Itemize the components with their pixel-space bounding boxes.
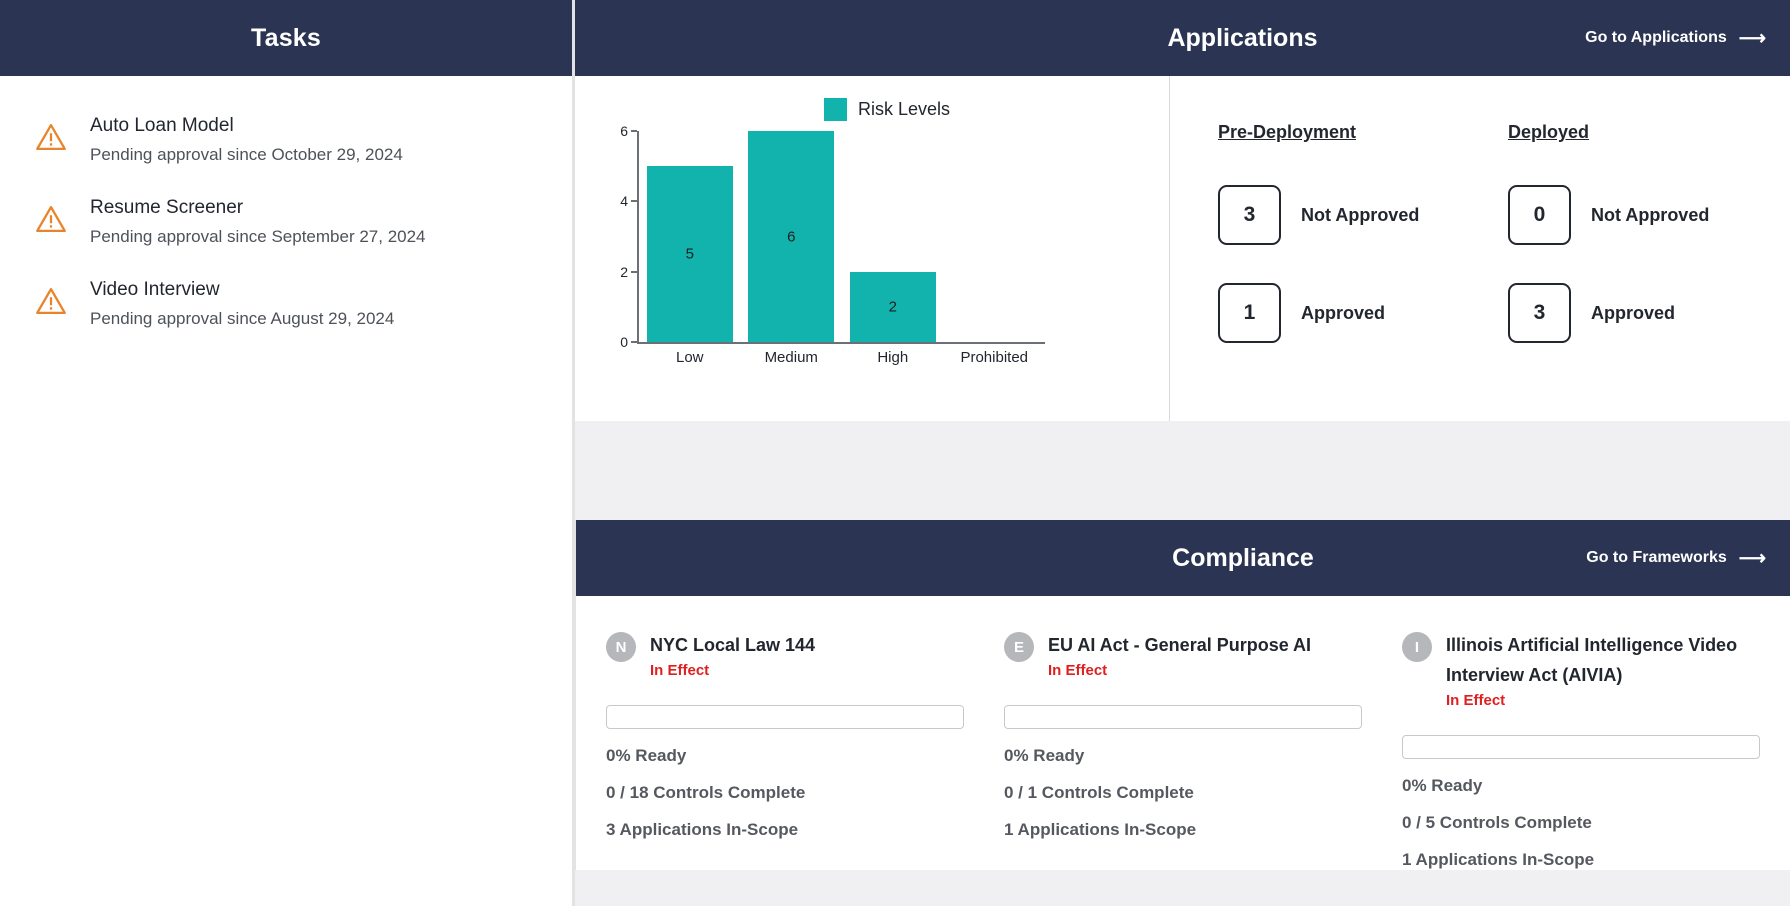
bar-slot-prohibited <box>944 131 1046 342</box>
x-tick-label: Medium <box>764 349 818 366</box>
status-badge: In Effect <box>1446 692 1506 709</box>
go-to-frameworks-label: Go to Frameworks <box>1586 549 1727 566</box>
task-subtitle: Pending approval since October 29, 2024 <box>90 145 403 164</box>
compliance-header <box>576 520 1790 596</box>
count-value: 1 <box>1218 283 1281 343</box>
count-value: 3 <box>1218 185 1281 245</box>
warning-icon <box>36 286 66 316</box>
deployed-not-approved[interactable] <box>1508 185 1790 245</box>
task-subtitle: Pending approval since September 27, 2024 <box>90 227 426 246</box>
x-tick-label: Prohibited <box>960 349 1029 366</box>
warning-icon <box>36 204 66 234</box>
list-item[interactable] <box>0 112 572 194</box>
chart-x-labels <box>639 349 1045 366</box>
applications-body <box>575 76 1790 421</box>
avatar: I <box>1402 632 1432 662</box>
task-title: Video Interview <box>90 279 220 300</box>
ready-percent: 0% Ready <box>606 746 687 765</box>
deployed-approved[interactable] <box>1508 283 1790 343</box>
task-title: Auto Loan Model <box>90 115 234 136</box>
compliance-panel <box>575 520 1790 870</box>
tasks-panel <box>0 0 575 906</box>
framework-name: Illinois Artificial Intelligence Video Interview Act (AIVIA) <box>1446 635 1738 685</box>
framework-name: EU AI Act - General Purpose AI <box>1048 635 1312 655</box>
counts-row-approved <box>1218 283 1790 343</box>
bar-medium[interactable] <box>748 131 834 342</box>
task-text <box>90 194 426 250</box>
count-value: 3 <box>1508 283 1571 343</box>
pre-deployment-not-approved[interactable] <box>1218 185 1508 245</box>
framework-name: NYC Local Law 144 <box>650 635 816 655</box>
framework-card[interactable] <box>1004 630 1362 870</box>
count-label: Not Approved <box>1591 204 1710 225</box>
legend-swatch <box>824 98 847 121</box>
task-text <box>90 276 394 332</box>
arrow-right-icon: ⟶ <box>1738 27 1766 49</box>
column-header-deployed: Deployed <box>1508 122 1590 142</box>
bar-slot-high <box>842 131 944 342</box>
progress-bar <box>606 705 964 729</box>
count-label: Approved <box>1301 302 1386 323</box>
task-subtitle: Pending approval since August 29, 2024 <box>90 309 395 328</box>
bar-slot-medium <box>741 131 843 342</box>
ready-percent: 0% Ready <box>1004 746 1085 765</box>
bar-slot-low <box>639 131 741 342</box>
compliance-title: Compliance <box>1172 543 1314 572</box>
list-item[interactable] <box>0 276 572 358</box>
frameworks-list <box>576 596 1790 870</box>
go-to-frameworks-link[interactable] <box>1586 520 1766 596</box>
progress-bar <box>1402 735 1760 759</box>
task-title: Resume Screener <box>90 197 244 218</box>
bar-high[interactable] <box>850 272 936 342</box>
controls-complete: 0 / 18 Controls Complete <box>606 783 806 802</box>
bar-value: 2 <box>888 298 897 316</box>
controls-complete: 0 / 1 Controls Complete <box>1004 783 1194 802</box>
applications-panel <box>575 0 1790 421</box>
framework-header <box>606 630 964 679</box>
applications-title: Applications <box>1167 23 1318 52</box>
framework-card[interactable] <box>606 630 964 870</box>
tasks-title: Tasks <box>250 23 322 52</box>
avatar: E <box>1004 632 1034 662</box>
framework-card[interactable] <box>1402 630 1760 870</box>
right-column <box>575 0 1790 906</box>
y-tick-label: 0 <box>620 334 628 350</box>
column-header-pre-deployment: Pre-Deployment <box>1218 122 1357 142</box>
pre-deployment-approved[interactable] <box>1218 283 1508 343</box>
y-tick-label: 6 <box>620 123 628 139</box>
legend-label: Risk Levels <box>857 99 951 119</box>
controls-complete: 0 / 5 Controls Complete <box>1402 813 1592 832</box>
warning-icon <box>36 122 66 152</box>
count-label: Not Approved <box>1301 204 1420 225</box>
bar-value: 5 <box>685 245 694 263</box>
x-tick-label: Low <box>675 349 704 366</box>
y-tick-label: 2 <box>620 263 628 280</box>
chart-bars <box>639 131 1045 342</box>
avatar: N <box>606 632 636 662</box>
chart-legend <box>605 98 1169 121</box>
bar-low[interactable] <box>647 166 733 342</box>
risk-levels-chart <box>575 76 1170 421</box>
applications-in-scope: 1 Applications In-Scope <box>1004 820 1197 839</box>
framework-header <box>1004 630 1362 679</box>
go-to-applications-link[interactable] <box>1585 0 1766 76</box>
applications-in-scope: 1 Applications In-Scope <box>1402 850 1595 869</box>
arrow-right-icon: ⟶ <box>1738 547 1766 569</box>
bar-value: 6 <box>787 228 796 245</box>
count-value: 0 <box>1508 185 1571 245</box>
status-badge: In Effect <box>650 662 710 679</box>
framework-header <box>1402 630 1760 709</box>
y-tick-label: 4 <box>620 193 628 210</box>
progress-bar <box>1004 705 1362 729</box>
status-badge: In Effect <box>1048 662 1108 679</box>
task-text <box>90 112 403 168</box>
tasks-header <box>0 0 572 76</box>
go-to-applications-label: Go to Applications <box>1585 29 1727 46</box>
application-counts <box>1170 76 1790 421</box>
tasks-list <box>0 76 572 358</box>
applications-in-scope: 3 Applications In-Scope <box>606 820 799 839</box>
ready-percent: 0% Ready <box>1402 776 1483 795</box>
list-item[interactable] <box>0 194 572 276</box>
x-tick-label: High <box>877 349 909 366</box>
count-label: Approved <box>1591 302 1676 323</box>
x-axis <box>637 342 1045 344</box>
counts-row-not-approved <box>1218 185 1790 245</box>
chart-plot-area <box>620 123 1107 381</box>
applications-header <box>575 0 1790 76</box>
counts-header-row <box>1218 122 1790 143</box>
